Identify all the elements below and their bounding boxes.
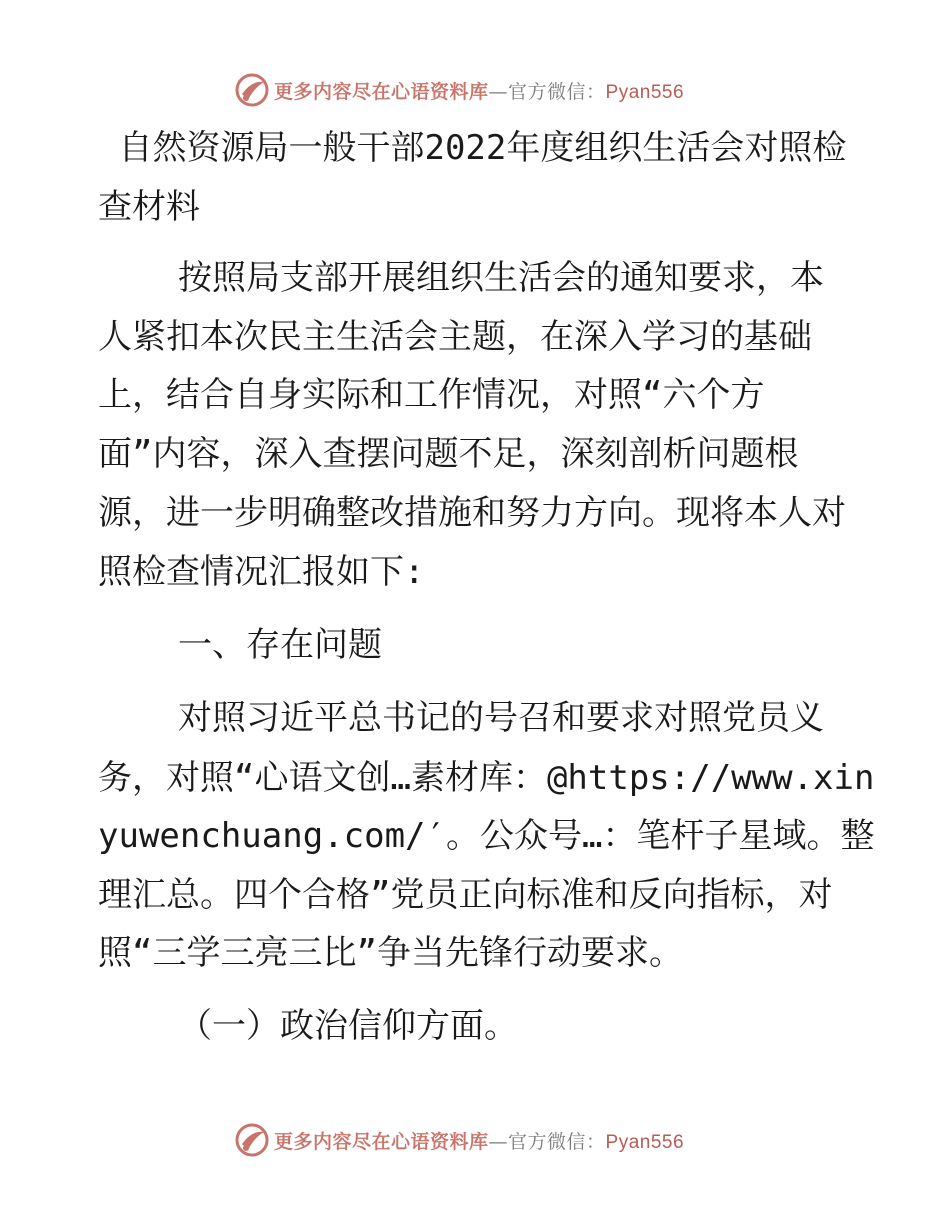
footer-watermark: [234, 1120, 684, 1160]
brush-logo-icon: [234, 72, 270, 108]
paragraph2-line-4: 理汇总。四个合格”党员正向标准和反向指标，对: [98, 875, 833, 915]
header-watermark: [234, 70, 684, 110]
watermark-text: [274, 1127, 684, 1154]
paragraph1-line-2: 人紧扣本次民主生活会主题，在深入学习的基础: [98, 317, 812, 357]
watermark-text: [274, 77, 684, 104]
paragraph2-line-5: 照“三学三亮三比”争当先锋行动要求。: [98, 933, 683, 973]
title-line-2: 查材料: [98, 187, 200, 227]
paragraph2-line-3: yuwenchuang.com/′。公众号…：笔杆子星域。整: [98, 816, 875, 856]
paragraph2-line-2: 务，对照“心语文创…素材库：@https://www.xin: [98, 758, 875, 798]
paragraph1-line-3: 上，结合自身实际和工作情况，对照“六个方: [98, 375, 765, 415]
paragraph1-line-1: 按照局支部开展组织生活会的通知要求，本: [178, 258, 824, 298]
watermark-official: —官方微信：: [488, 80, 606, 103]
subsection1-heading: （一）政治信仰方面。: [178, 1006, 518, 1046]
paragraph1-line-5: 源，进一步明确整改措施和努力方向。现将本人对: [98, 493, 846, 533]
watermark-official: —官方微信：: [488, 1130, 606, 1153]
title-line-1: 自然资源局一般干部2022年度组织生活会对照检: [98, 128, 847, 168]
paragraph1-line-4: 面”内容，深入查摆问题不足，深刻剖析问题根: [98, 434, 799, 474]
watermark-wechat-id: Pyan556: [605, 1131, 685, 1153]
watermark-wechat-id: Pyan556: [605, 81, 685, 103]
paragraph1-line-6: 照检查情况汇报如下:: [98, 552, 425, 592]
watermark-main: 更多内容尽在心语资料库: [274, 80, 489, 103]
watermark-main: 更多内容尽在心语资料库: [274, 1130, 489, 1153]
paragraph2-line-1: 对照习近平总书记的号召和要求对照党员义: [178, 698, 824, 738]
section1-heading: 一、存在问题: [178, 625, 382, 665]
brush-logo-icon: [234, 1122, 270, 1158]
